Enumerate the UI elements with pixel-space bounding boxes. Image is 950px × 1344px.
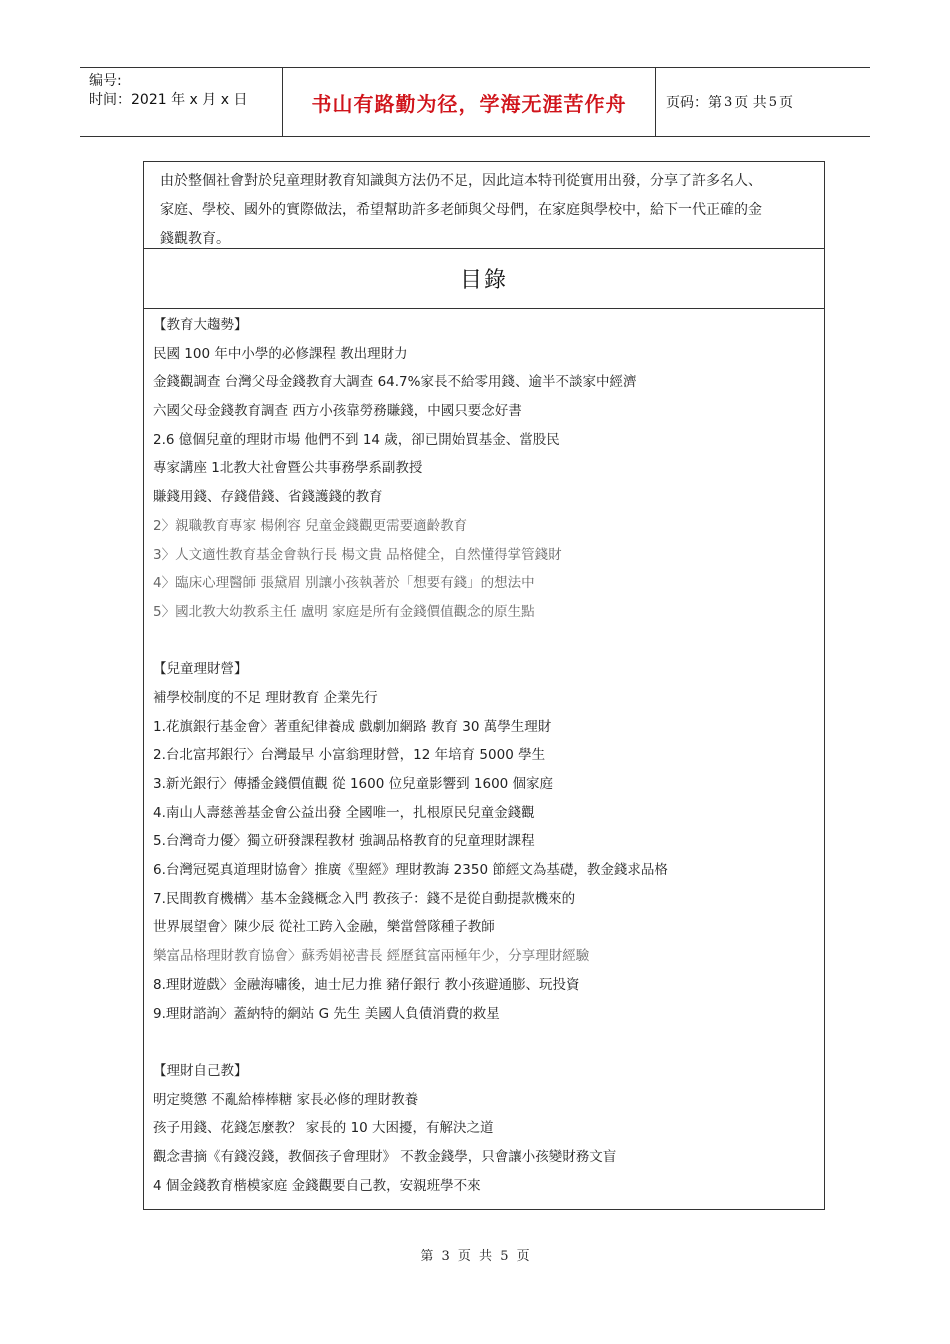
toc-item: 孩子用錢、花錢怎麼教？ 家長的 10 大困擾，有解決之道: [153, 1120, 494, 1137]
page-total: 5: [768, 94, 778, 110]
document-time-label: 时间：2021 年 x 月 x 日: [89, 92, 248, 108]
header-meta: [80, 68, 282, 136]
toc-item: 專家講座 1北教大社會暨公共事務學系副教授: [153, 460, 423, 477]
header-page-indicator: [656, 68, 870, 136]
footer-prefix: 第: [420, 1249, 434, 1264]
toc-item: 金錢觀調查 台灣父母金錢教育大調查 64.7%家長不給零用錢、逾半不談家中經濟: [153, 374, 637, 391]
table-of-contents: [144, 309, 824, 1200]
page-mid: 页 共: [734, 95, 767, 111]
footer-total-pages: 5: [500, 1249, 509, 1264]
toc-item: 樂富品格理財教育協會〉蘇秀娟祕書長 經歷貧富兩極年少，分享理財經驗: [153, 948, 590, 965]
toc-item: 9.理財諮詢〉蓋納特的網站 G 先生 美國人負債消費的救星: [153, 1005, 500, 1022]
toc-item: 賺錢用錢、存錢借錢、省錢護錢的教育: [153, 489, 383, 506]
page-suffix: 页: [779, 95, 794, 111]
content-table: [143, 161, 825, 1210]
toc-item: 2.6 億個兒童的理財市場 他們不到 14 歲，卻已開始買基金、當股民: [153, 431, 560, 448]
section-spacer: [153, 1028, 824, 1057]
toc-item: 4 個金錢教育楷模家庭 金錢觀要自己教，安親班學不來: [153, 1177, 481, 1194]
toc-item: 2〉親職教育專家 楊俐容 兒童金錢觀更需要適齡教育: [153, 517, 468, 534]
toc-item: 4〉臨床心理醫師 張黛眉 別讓小孩執著於「想要有錢」的想法中: [153, 575, 535, 592]
toc-item: 3.新光銀行〉傳播金錢價值觀 從 1600 位兒童影響到 1600 個家庭: [153, 776, 554, 792]
toc-item: 1.花旗銀行基金會〉著重紀律養成 戲劇加網路 教育 30 萬學生理財: [153, 718, 552, 735]
toc-item: 7.民間教育機構〉基本金錢概念入門 教孩子：錢不是從自動提款機來的: [153, 890, 576, 907]
toc-item: 6.台灣冠冕真道理財協會〉推廣《聖經》理財教誨 2350 節經文為基礎，教金錢求品格: [153, 862, 668, 879]
toc-item: 六國父母金錢教育調查 西方小孩靠勞務賺錢，中國只要念好書: [153, 403, 522, 420]
footer-current-page: 3: [441, 1249, 450, 1264]
toc-item: 觀念書摘《有錢沒錢，教個孩子會理財》 不教金錢學，只會讓小孩變財務文盲: [153, 1148, 617, 1165]
toc-item: 2.台北富邦銀行〉台灣最早 小富翁理財營，12 年培育 5000 學生: [153, 747, 546, 764]
toc-title: 目錄: [144, 249, 824, 309]
page-footer: [0, 1245, 950, 1264]
header-motto: 书山有路勤为径，学海无涯苦作舟: [282, 68, 656, 136]
toc-item: 世界展望會〉陳少辰 從社工跨入金融，樂當營隊種子教師: [153, 919, 495, 936]
intro-line-2: 家庭、學校、國外的實際做法，希望幫助許多老師與父母們，在家庭與學校中，給下一代正確的金: [160, 202, 762, 218]
intro-line-1: 由於整個社會對於兒童理財教育知識與方法仍不足，因此這本特刊從實用出發，分享了許多名人、: [160, 173, 762, 189]
toc-item: 5.台灣奇力優〉獨立研發課程教材 強調品格教育的兒童理財課程: [153, 833, 535, 850]
toc-item: 4.南山人壽慈善基金會公益出發 全國唯一，扎根原民兒童金錢觀: [153, 804, 535, 821]
page-current: 3: [724, 94, 733, 110]
toc-item: 補學校制度的不足 理財教育 企業先行: [153, 689, 378, 706]
section-spacer: [153, 627, 824, 656]
page-header: [80, 67, 870, 137]
section-heading-education-trends: 【教育大趨勢】: [153, 317, 248, 333]
section-heading-teach-yourself: 【理財自己教】: [153, 1062, 248, 1079]
intro-line-3: 錢觀教育。: [160, 231, 230, 247]
page-prefix: 页码：第: [666, 95, 722, 111]
intro-paragraph: [144, 162, 824, 249]
toc-item: 3〉人文適性教育基金會執行長 楊文貴 品格健全，自然懂得掌管錢財: [153, 546, 562, 563]
toc-item: 民國 100 年中小學的必修課程 教出理財力: [153, 345, 408, 362]
document-number-label: 编号:: [89, 73, 122, 89]
toc-item: 8.理財遊戲〉金融海嘯後，迪士尼力推 豬仔銀行 教小孩避通膨、玩投資: [153, 976, 580, 993]
section-heading-kids-finance-camp: 【兒童理財營】: [153, 661, 248, 678]
toc-item: 明定獎懲 不亂給棒棒糖 家長必修的理財教養: [153, 1091, 419, 1108]
footer-mid: 页 共: [457, 1249, 493, 1264]
footer-suffix: 页: [516, 1249, 530, 1264]
toc-item: 5〉國北教大幼教系主任 盧明 家庭是所有金錢價值觀念的原生點: [153, 603, 535, 620]
